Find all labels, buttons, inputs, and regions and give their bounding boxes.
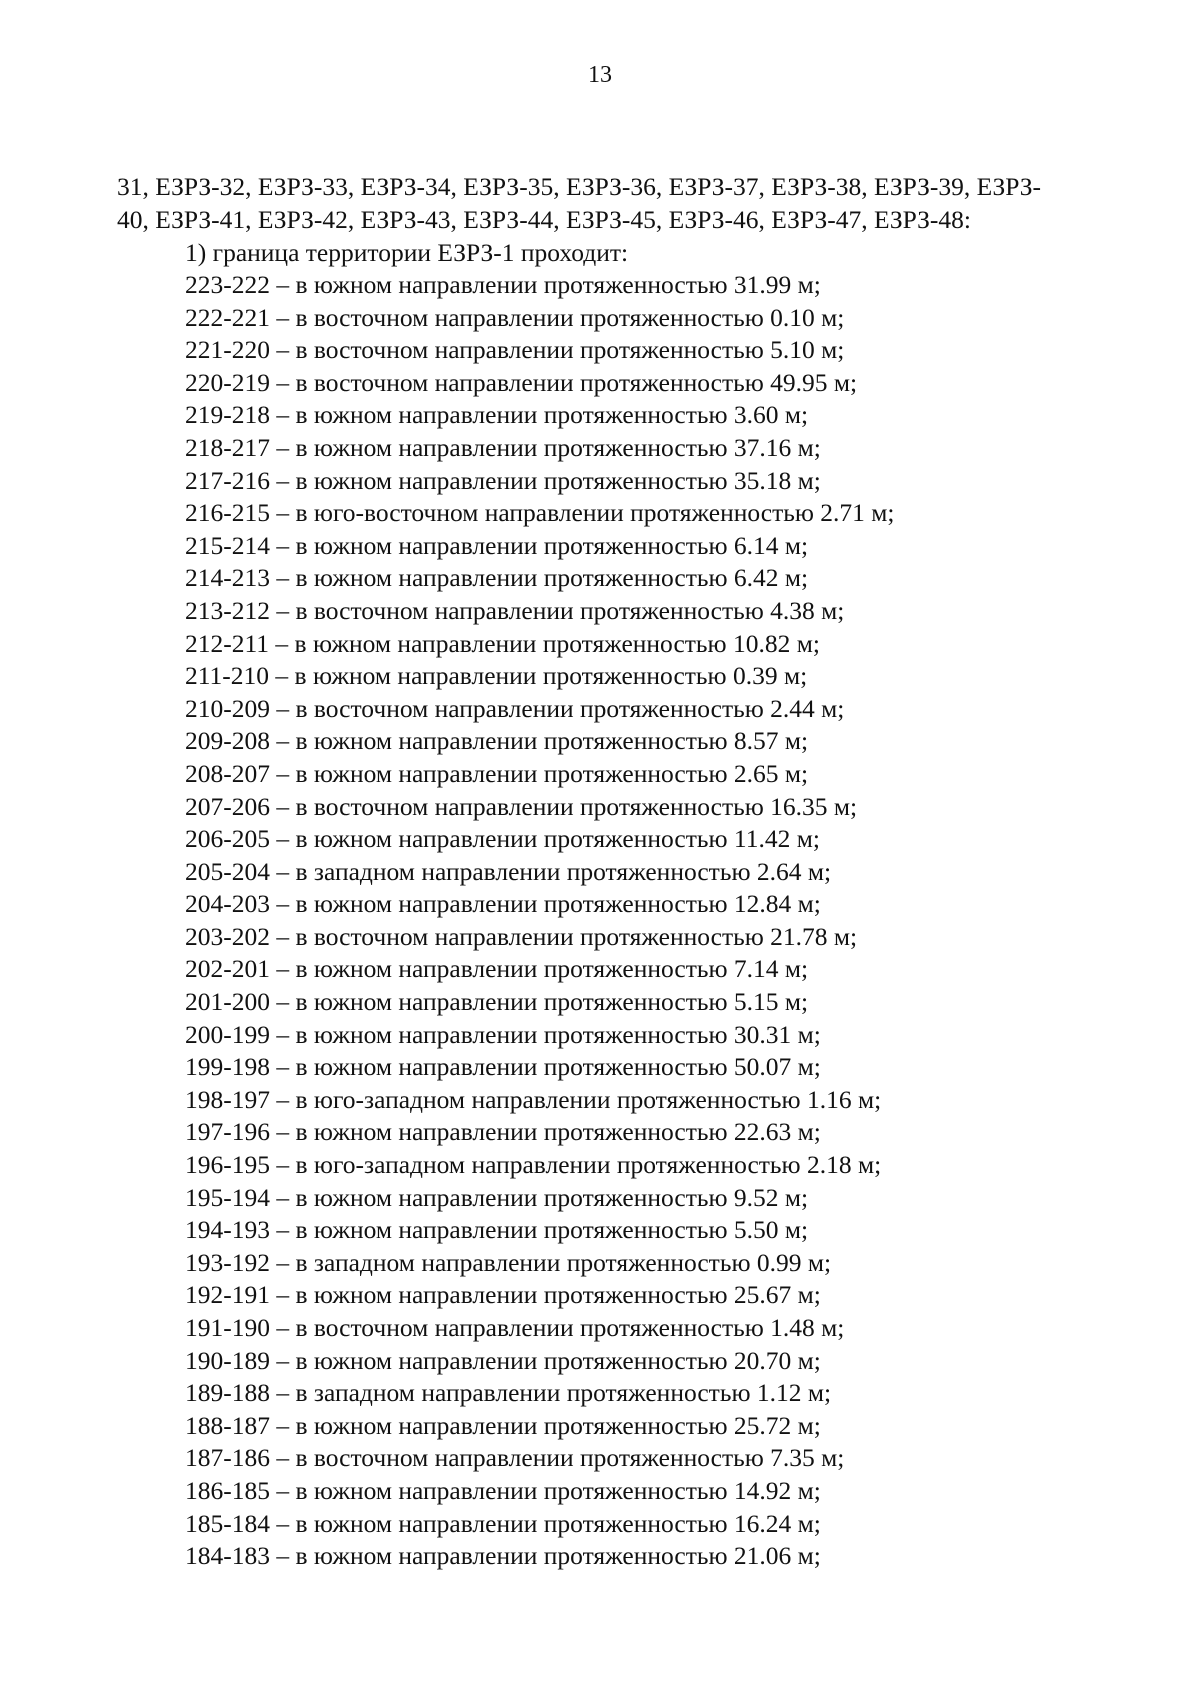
boundary-segment: 195-194 – в южном направлении протяженностью 9.52 м; xyxy=(185,1182,809,1212)
boundary-segment: 184-183 – в южном направлении протяженностью 21.06 м; xyxy=(185,1541,821,1571)
intro-line: 40, ЕЗРЗ-41, ЕЗРЗ-42, ЕЗРЗ-43, ЕЗРЗ-44, ЕЗРЗ-45, ЕЗРЗ-46, ЕЗРЗ-47, ЕЗРЗ-48: xyxy=(117,205,971,234)
boundary-segment: 215-214 – в южном направлении протяженностью 6.14 м; xyxy=(185,530,809,560)
intro-paragraph xyxy=(117,170,1147,236)
boundary-segment: 199-198 – в южном направлении протяженностью 50.07 м; xyxy=(185,1052,821,1082)
page-number: 13 xyxy=(588,62,612,88)
boundary-segment: 221-220 – в восточном направлении протяженностью 5.10 м; xyxy=(185,335,845,365)
boundary-segment: 212-211 – в южном направлении протяженностью 10.82 м; xyxy=(185,628,820,658)
boundary-segment: 206-205 – в южном направлении протяженностью 11.42 м; xyxy=(185,824,820,854)
boundary-segment: 209-208 – в южном направлении протяженностью 8.57 м; xyxy=(185,726,809,756)
boundary-segment: 194-193 – в южном направлении протяженностью 5.50 м; xyxy=(185,1215,809,1245)
boundary-segment: 190-189 – в южном направлении протяженностью 20.70 м; xyxy=(185,1345,821,1375)
boundary-segment: 189-188 – в западном направлении протяженностью 1.12 м; xyxy=(185,1378,832,1408)
boundary-segment: 188-187 – в южном направлении протяженностью 25.72 м; xyxy=(185,1410,821,1440)
intro-line: 31, ЕЗРЗ-32, ЕЗРЗ-33, ЕЗРЗ-34, ЕЗРЗ-35, ЕЗРЗ-36, ЕЗРЗ-37, ЕЗРЗ-38, ЕЗРЗ-39, ЕЗРЗ- xyxy=(117,172,1042,201)
boundary-segment: 219-218 – в южном направлении протяженностью 3.60 м; xyxy=(185,400,809,430)
boundary-segment: 200-199 – в южном направлении протяженностью 30.31 м; xyxy=(185,1019,821,1049)
boundary-segment: 185-184 – в южном направлении протяженностью 16.24 м; xyxy=(185,1508,821,1538)
boundary-segment: 205-204 – в западном направлении протяженностью 2.64 м; xyxy=(185,856,832,886)
boundary-segment: 211-210 – в южном направлении протяженностью 0.39 м; xyxy=(185,661,808,691)
boundary-segment: 197-196 – в южном направлении протяженностью 22.63 м; xyxy=(185,1117,821,1147)
boundary-segment: 218-217 – в южном направлении протяженностью 37.16 м; xyxy=(185,432,821,462)
section-heading: 1) граница территории ЕЗРЗ-1 проходит: xyxy=(185,238,629,267)
boundary-segment: 217-216 – в южном направлении протяженностью 35.18 м; xyxy=(185,465,821,495)
boundary-segment: 201-200 – в южном направлении протяженностью 5.15 м; xyxy=(185,987,809,1017)
boundary-segment: 204-203 – в южном направлении протяженностью 12.84 м; xyxy=(185,889,821,919)
boundary-segment: 223-222 – в южном направлении протяженностью 31.99 м; xyxy=(185,270,821,299)
boundary-segment: 208-207 – в южном направлении протяженностью 2.65 м; xyxy=(185,758,809,788)
boundary-segment: 202-201 – в южном направлении протяженностью 7.14 м; xyxy=(185,954,809,984)
boundary-segment: 203-202 – в восточном направлении протяженностью 21.78 м; xyxy=(185,921,858,951)
boundary-segment: 191-190 – в восточном направлении протяженностью 1.48 м; xyxy=(185,1313,845,1342)
boundary-segment: 216-215 – в юго-восточном направлении протяженностью 2.71 м; xyxy=(185,498,895,528)
boundary-segment: 222-221 – в восточном направлении протяженностью 0.10 м; xyxy=(185,302,845,332)
boundary-segment: 192-191 – в южном направлении протяженностью 25.67 м; xyxy=(185,1280,821,1310)
boundary-segment: 207-206 – в восточном направлении протяженностью 16.35 м; xyxy=(185,791,858,821)
boundary-segment: 196-195 – в юго-западном направлении протяженностью 2.18 м; xyxy=(185,1150,882,1180)
boundary-segment: 213-212 – в восточном направлении протяженностью 4.38 м; xyxy=(185,595,845,625)
boundary-segment: 210-209 – в восточном направлении протяженностью 2.44 м; xyxy=(185,693,845,723)
boundary-segment: 193-192 – в западном направлении протяженностью 0.99 м; xyxy=(185,1247,832,1277)
boundary-segment: 214-213 – в южном направлении протяженностью 6.42 м; xyxy=(185,563,809,593)
boundary-segment-list xyxy=(185,269,895,1573)
boundary-segment: 186-185 – в южном направлении протяженностью 14.92 м; xyxy=(185,1475,821,1505)
boundary-segment: 187-186 – в восточном направлении протяженностью 7.35 м; xyxy=(185,1443,845,1473)
boundary-segment: 198-197 – в юго-западном направлении протяженностью 1.16 м; xyxy=(185,1084,882,1114)
boundary-segment: 220-219 – в восточном направлении протяженностью 49.95 м; xyxy=(185,367,858,397)
